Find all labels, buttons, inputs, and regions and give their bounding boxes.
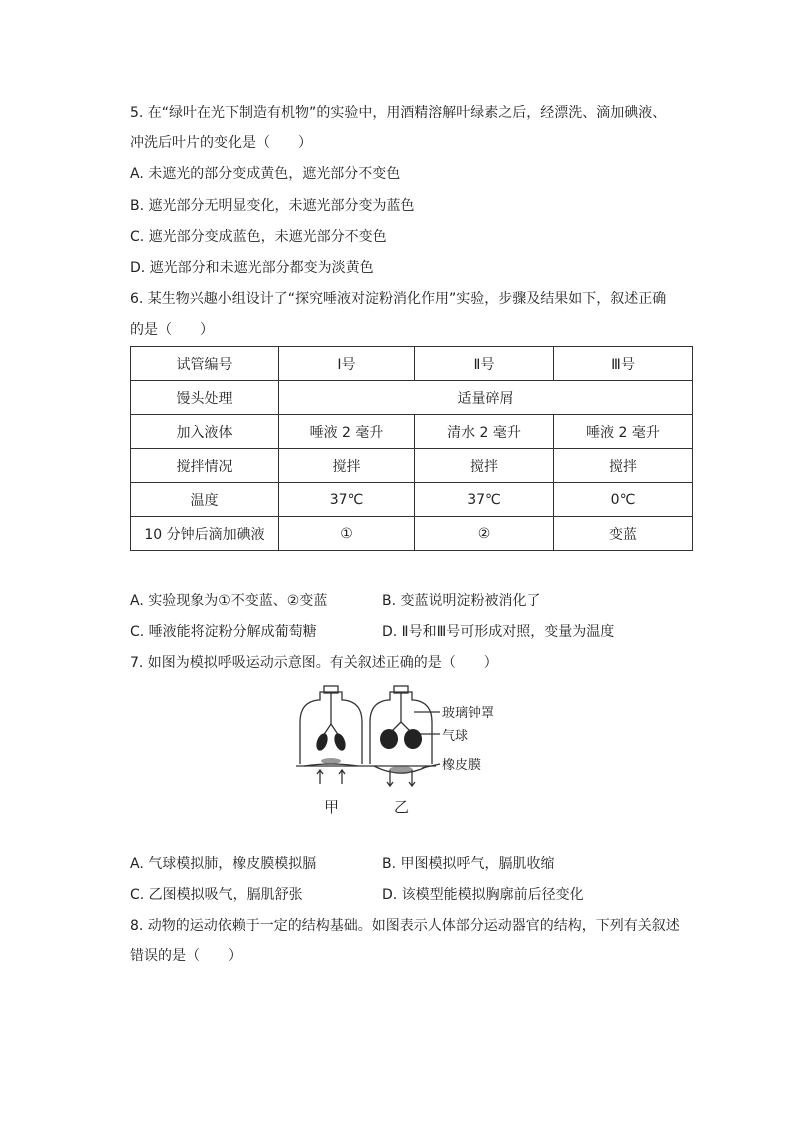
table-cell: 变蓝 (554, 517, 693, 551)
q7-option-d: D. 该模型能模拟胸廓前后径变化 (382, 887, 584, 903)
table-cell: 10 分钟后滴加碘液 (131, 517, 279, 551)
label-glass-bell: 玻璃钟罩 (442, 706, 495, 721)
q6-option-a: A. 实验现象为①不变蓝、②变蓝 (130, 593, 328, 609)
table-cell: 温度 (131, 483, 279, 517)
q6-option-b: B. 变蓝说明淀粉被消化了 (382, 593, 541, 609)
table-cell: 清水 2 毫升 (415, 415, 554, 449)
table-cell: 唾液 2 毫升 (279, 415, 415, 449)
table-row (131, 517, 693, 551)
table-cell: Ⅱ号 (415, 347, 554, 381)
table-row (131, 415, 693, 449)
table-cell: 搅拌情况 (131, 449, 279, 483)
q5-stem-line2: 冲洗后叶片的变化是（ ） (130, 135, 312, 151)
table-cell: 37℃ (279, 483, 415, 517)
table-cell: 试管编号 (131, 347, 279, 381)
table-row (131, 449, 693, 483)
breathing-model-figure (290, 684, 520, 819)
q6-option-d: D. Ⅱ号和Ⅲ号可形成对照，变量为温度 (382, 624, 615, 640)
q5-option-b: B. 遮光部分无明显变化，未遮光部分变为蓝色 (130, 198, 415, 214)
q7-stem: 7. 如图为模拟呼吸运动示意图。有关叙述正确的是（ ） (130, 655, 498, 671)
q6-stem-line1: 6. 某生物兴趣小组设计了“探究唾液对淀粉消化作用”实验，步骤及结果如下，叙述正确 (130, 291, 667, 307)
label-yi: 乙 (394, 798, 410, 816)
experiment-table (130, 346, 693, 551)
label-balloon: 气球 (442, 729, 469, 744)
table-cell: 加入液体 (131, 415, 279, 449)
table-cell: 适量碎屑 (279, 381, 693, 415)
q7-option-b: B. 甲图模拟呼气，膈肌收缩 (382, 856, 555, 872)
table-cell: 搅拌 (554, 449, 693, 483)
q5-option-c: C. 遮光部分变成蓝色，未遮光部分不变色 (130, 229, 387, 245)
label-jia: 甲 (324, 798, 340, 816)
table-cell: 馒头处理 (131, 381, 279, 415)
table-cell: 0℃ (554, 483, 693, 517)
q6-stem-line2: 的是（ ） (130, 322, 214, 338)
table-cell: 唾液 2 毫升 (554, 415, 693, 449)
table-cell: Ⅰ号 (279, 347, 415, 381)
q7-option-a: A. 气球模拟肺，橡皮膜模拟膈 (130, 856, 317, 872)
q8-stem-line2: 错误的是（ ） (130, 948, 242, 964)
label-rubber-membrane: 橡皮膜 (442, 758, 482, 773)
q7-option-c: C. 乙图模拟吸气，膈肌舒张 (130, 887, 303, 903)
table-row (131, 483, 693, 517)
table-cell: 搅拌 (279, 449, 415, 483)
table-cell: ② (415, 517, 554, 551)
q5-option-a: A. 未遮光的部分变成黄色，遮光部分不变色 (130, 166, 401, 182)
q6-option-c: C. 唾液能将淀粉分解成葡萄糖 (130, 624, 317, 640)
table-cell: ① (279, 517, 415, 551)
q5-stem-line1: 5. 在“绿叶在光下制造有机物”的实验中，用酒精溶解叶绿素之后，经漂洗、滴加碘液、 (130, 105, 667, 121)
q8-stem-line1: 8. 动物的运动依赖于一定的结构基础。如图表示人体部分运动器官的结构，下列有关叙述 (130, 918, 680, 934)
table-row (131, 381, 693, 415)
table-cell: 搅拌 (415, 449, 554, 483)
table-row (131, 347, 693, 381)
table-cell: 37℃ (415, 483, 554, 517)
q5-option-d: D. 遮光部分和未遮光部分都变为淡黄色 (130, 260, 374, 276)
table-cell: Ⅲ号 (554, 347, 693, 381)
